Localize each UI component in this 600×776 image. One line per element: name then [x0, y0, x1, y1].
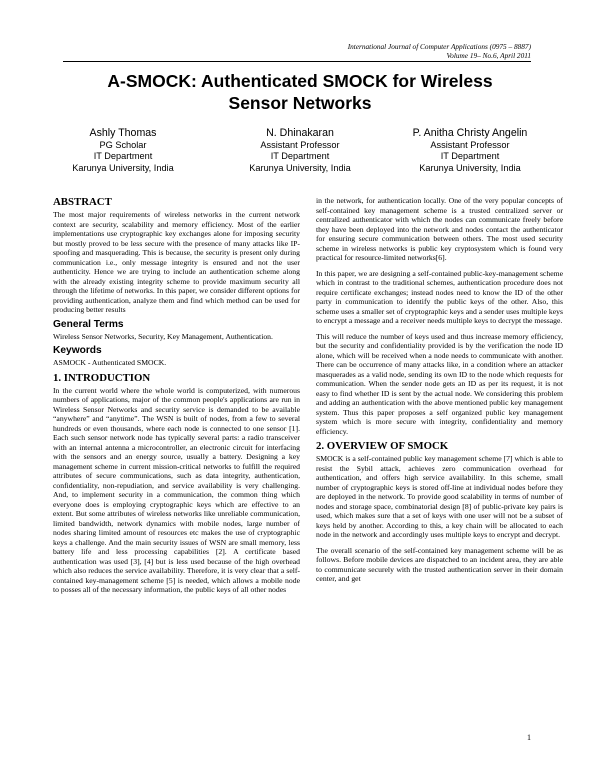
author-dept: IT Department — [93, 151, 153, 162]
author-role: Assistant Professor — [430, 140, 510, 150]
right-column — [316, 196, 563, 584]
journal-header — [348, 42, 531, 60]
author-affiliation: Karunya University, India — [249, 162, 351, 173]
journal-name: International Journal of Computer Applications (0975 – 8887) — [347, 42, 531, 51]
author-role: Assistant Professor — [260, 140, 340, 150]
author-affiliation: Karunya University, India — [72, 162, 174, 173]
right-paragraph-3: This will reduce the number of keys used and thus increase memory efficiency, but the security and confidentiality provided is by the verification the node ID alone, which will be received when a node needs to communicate with another. There can be occurrence of many attacks like, in a condition where an attacker masquerades as a valid node, sending its own ID to the node which requests for communication. When the sender node gets an ID as per its request, it is not easy to find whether ID is sent by the actual node. We considering this problem and adding an authentication with the above mentioned public key management system. Thus this paper proposes a self organized public key management system which is more secure with integrity, confidentiality and memory efficiency. — [316, 331, 563, 436]
overview-paragraph-2: The overall scenario of the self-contained key management scheme will be as follows. Before mobile devices are dispatched to an incident area, they are able to communicate securely with the trusted authentication server in their domain center, and get — [316, 545, 563, 583]
author-affiliation: Karunya University, India — [419, 162, 521, 173]
title-line-1: A-SMOCK: Authenticated SMOCK for Wireless — [107, 71, 493, 91]
author-dept: IT Department — [270, 151, 330, 162]
paper-title — [60, 70, 540, 114]
title-line-2: Sensor Networks — [228, 93, 372, 113]
keywords-heading: Keywords — [53, 345, 102, 356]
author-dept: IT Department — [440, 151, 500, 162]
author-role: PG Scholar — [99, 140, 147, 150]
abstract-text: The most major requirements of wireless networks in the current network context are security, scalability and memory efficiency. Most of the earlier implementations use cryptographic key exchanges alone for imposing security but mostly proved to be less secure with the presence of many attacks like IP-spoofing and masquerading. This is because, the security is present only during communication i.e., only message integrity is ensured and not the user authenticity. Hence we are trying to include an authentication scheme along with the already existing integrity scheme to provide maximum security all through the lifetime of networks. In this paper, we consider different options for providing authentication, analyze them and find which method can be used for producing better results — [53, 210, 300, 314]
author-2 — [225, 127, 375, 174]
overview-paragraph: SMOCK is a self-contained public key management scheme [7] which is able to resist the Sybil attack, achieves zero communication overhead for authentication, and offers high service availability. In this scheme, small number of cryptographic keys is stored off-line at individual nodes before they are deployed in the network. To provide good scalability in terms of number of nodes and storage space, combinatorial design [8] of public-private key pairs is used, which makes sure that a set of keys with one user will not be a subset of keys held by another. According to this, a key chain will be allocated to each node in the network and accordingly uses multiple keys to encrypt and decrypt. — [316, 454, 563, 539]
introduction-heading: 1. INTRODUCTION — [53, 371, 151, 384]
keywords-text: ASMOCK - Authenticated SMOCK. — [53, 358, 167, 367]
right-paragraph-1: in the network, for authentication locally. One of the very popular concepts of self-contained key management scheme is a trusted centralized server or centralized authenticator with which the nodes can communicate freely before they have been deployed into the network and nodes contact the authenticator for ensuring secure communication between others. The most used security scheme in wireless networks is public key cryptosystem which is found very practical for resource-limited networks[6]. — [316, 196, 563, 262]
introduction-paragraph: In the current world where the whole world is computerized, with numerous numbers of applications, major of the common people's applications are run in Wireless Sensor Networks and security service is demanded to be available “anywhere” and “anytime”. The WSN is built of nodes, from a few to several hundreds or even thousands, where each node is connected to one sensor [1]. Each such sensor network node has typically several parts: a radio transceiver with an internal antenna a microcontroller, an electronic circuit for interfacing with the sensors and an energy source, usually a battery. Designing a key management scheme in current mission-critical networks to fulfill the required attributes of secure communications, such as data integrity, authentication, confidentiality, non-repudiation, and service availability is very challenging. And, to implement security in a communication, the common thing which everyone does is employing cryptographic keys which are effective to an extent. But some attributes of wireless networks like unreliable communication, limited bandwidth, network dynamics with mobile nodes, large number of nodes sharing limited amount of resources etc makes the use of cryptographic keys a challenge. And the main security issues of WSN are small memory, less battery life and less processing capabilities [2]. A certificate based authentication was used [3], [4] but is less used because of the high overhead which also reduces the service availability. Therefore, it is very clear that a self-contained key-management scheme [5] is needed, which allows a mobile node to posses all of the necessary information, the public keys of all other nodes — [53, 385, 300, 594]
author-name: Ashly Thomas — [89, 127, 157, 139]
author-3 — [380, 127, 560, 174]
journal-volume: Volume 19– No.6, April 2011 — [446, 51, 531, 60]
left-column — [53, 196, 300, 595]
abstract-heading: ABSTRACT — [53, 196, 112, 208]
page-number: 1 — [527, 733, 531, 742]
right-paragraph-2: In this paper, we are designing a self-contained public-key-management scheme which in contrast to the traditional schemes, authentication procedure does not require certificate exchanges; instead nodes need to know the ID of the other party in communication to identify the public keys of the other. Also, this scheme uses a smaller set of cryptographic keys and a sender uses multiple keys to encrypt a message and a receiver needs multiple keys to decrypt the message. — [316, 268, 563, 325]
general-terms-heading: General Terms — [53, 318, 124, 330]
general-terms-text: Wireless Sensor Networks, Security, Key Management, Authentication. — [53, 331, 273, 341]
author-name: P. Anitha Christy Angelin — [412, 127, 528, 139]
overview-heading: 2. OVERVIEW OF SMOCK — [316, 440, 449, 452]
author-name: N. Dhinakaran — [266, 127, 334, 139]
author-1 — [48, 127, 198, 174]
header-divider — [63, 61, 531, 62]
